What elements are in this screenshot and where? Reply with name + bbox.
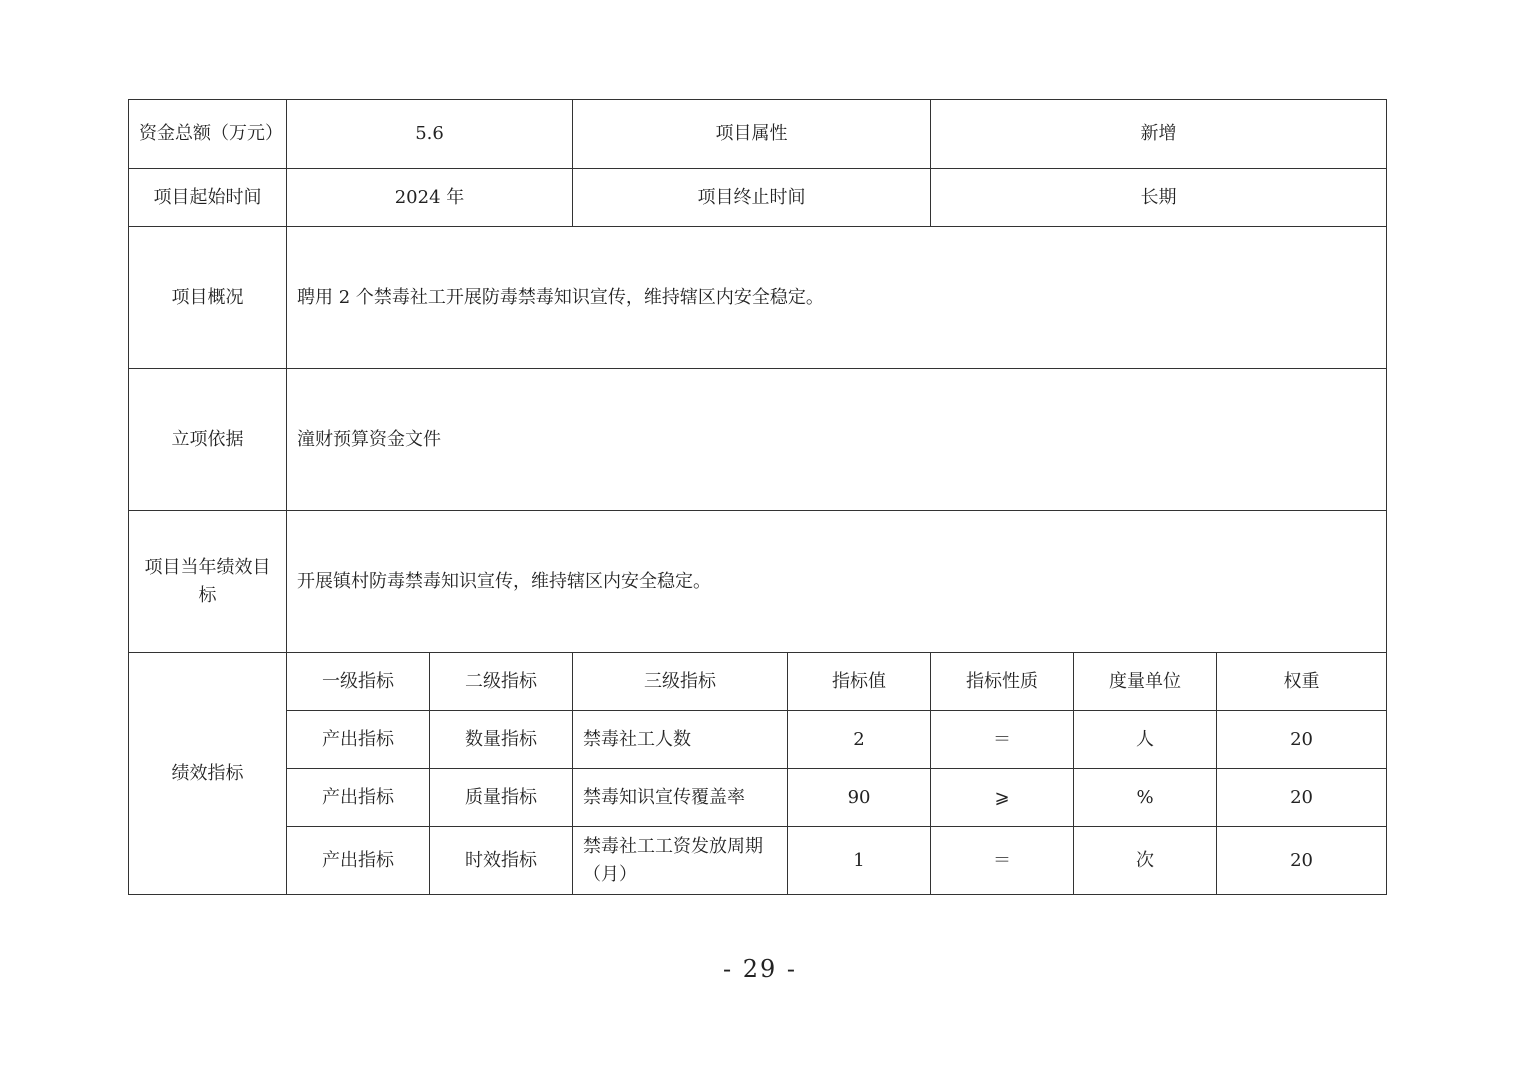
total-funds-value: 5.6 [287, 100, 573, 169]
header-level3: 三级指标 [573, 653, 788, 711]
project-attribute-label: 项目属性 [573, 100, 931, 169]
project-attribute-value: 新增 [931, 100, 1387, 169]
header-level1: 一级指标 [287, 653, 430, 711]
end-time-value: 长期 [931, 169, 1387, 227]
nature-cell: ＝ [931, 827, 1074, 895]
nature-cell: ⩾ [931, 769, 1074, 827]
page-number: - 29 - [722, 955, 797, 983]
unit-cell: 人 [1074, 711, 1217, 769]
header-unit: 度量单位 [1074, 653, 1217, 711]
table-row [129, 769, 1387, 827]
overview-label: 项目概况 [129, 227, 287, 369]
period-row [129, 169, 1387, 227]
level2-cell: 时效指标 [430, 827, 573, 895]
overview-text: 聘用 2 个禁毒社工开展防毒禁毒知识宣传，维持辖区内安全稳定。 [287, 227, 1387, 369]
level1-cell: 产出指标 [287, 827, 430, 895]
value-cell: 1 [788, 827, 931, 895]
funding-row [129, 100, 1387, 169]
unit-cell: % [1074, 769, 1217, 827]
indicator-header-row [129, 653, 1387, 711]
header-weight: 权重 [1217, 653, 1387, 711]
header-nature: 指标性质 [931, 653, 1074, 711]
start-time-value: 2024 年 [287, 169, 573, 227]
level1-cell: 产出指标 [287, 711, 430, 769]
table-row [129, 711, 1387, 769]
level3-cell: 禁毒社工人数 [573, 711, 788, 769]
overview-row [129, 227, 1387, 369]
weight-cell: 20 [1217, 769, 1387, 827]
goal-label: 项目当年绩效目标 [129, 511, 287, 653]
goal-text: 开展镇村防毒禁毒知识宣传，维持辖区内安全稳定。 [287, 511, 1387, 653]
indicators-label: 绩效指标 [129, 653, 287, 895]
header-level2: 二级指标 [430, 653, 573, 711]
end-time-label: 项目终止时间 [573, 169, 931, 227]
table-row [129, 827, 1387, 895]
goal-row [129, 511, 1387, 653]
start-time-label: 项目起始时间 [129, 169, 287, 227]
weight-cell: 20 [1217, 827, 1387, 895]
basis-label: 立项依据 [129, 369, 287, 511]
basis-row [129, 369, 1387, 511]
header-value: 指标值 [788, 653, 931, 711]
level3-cell: 禁毒社工工资发放周期（月） [573, 827, 788, 895]
level2-cell: 质量指标 [430, 769, 573, 827]
level1-cell: 产出指标 [287, 769, 430, 827]
basis-text: 潼财预算资金文件 [287, 369, 1387, 511]
unit-cell: 次 [1074, 827, 1217, 895]
level2-cell: 数量指标 [430, 711, 573, 769]
weight-cell: 20 [1217, 711, 1387, 769]
project-performance-table [128, 99, 1387, 895]
level3-cell: 禁毒知识宣传覆盖率 [573, 769, 788, 827]
value-cell: 2 [788, 711, 931, 769]
nature-cell: ＝ [931, 711, 1074, 769]
value-cell: 90 [788, 769, 931, 827]
total-funds-label: 资金总额（万元） [129, 100, 287, 169]
